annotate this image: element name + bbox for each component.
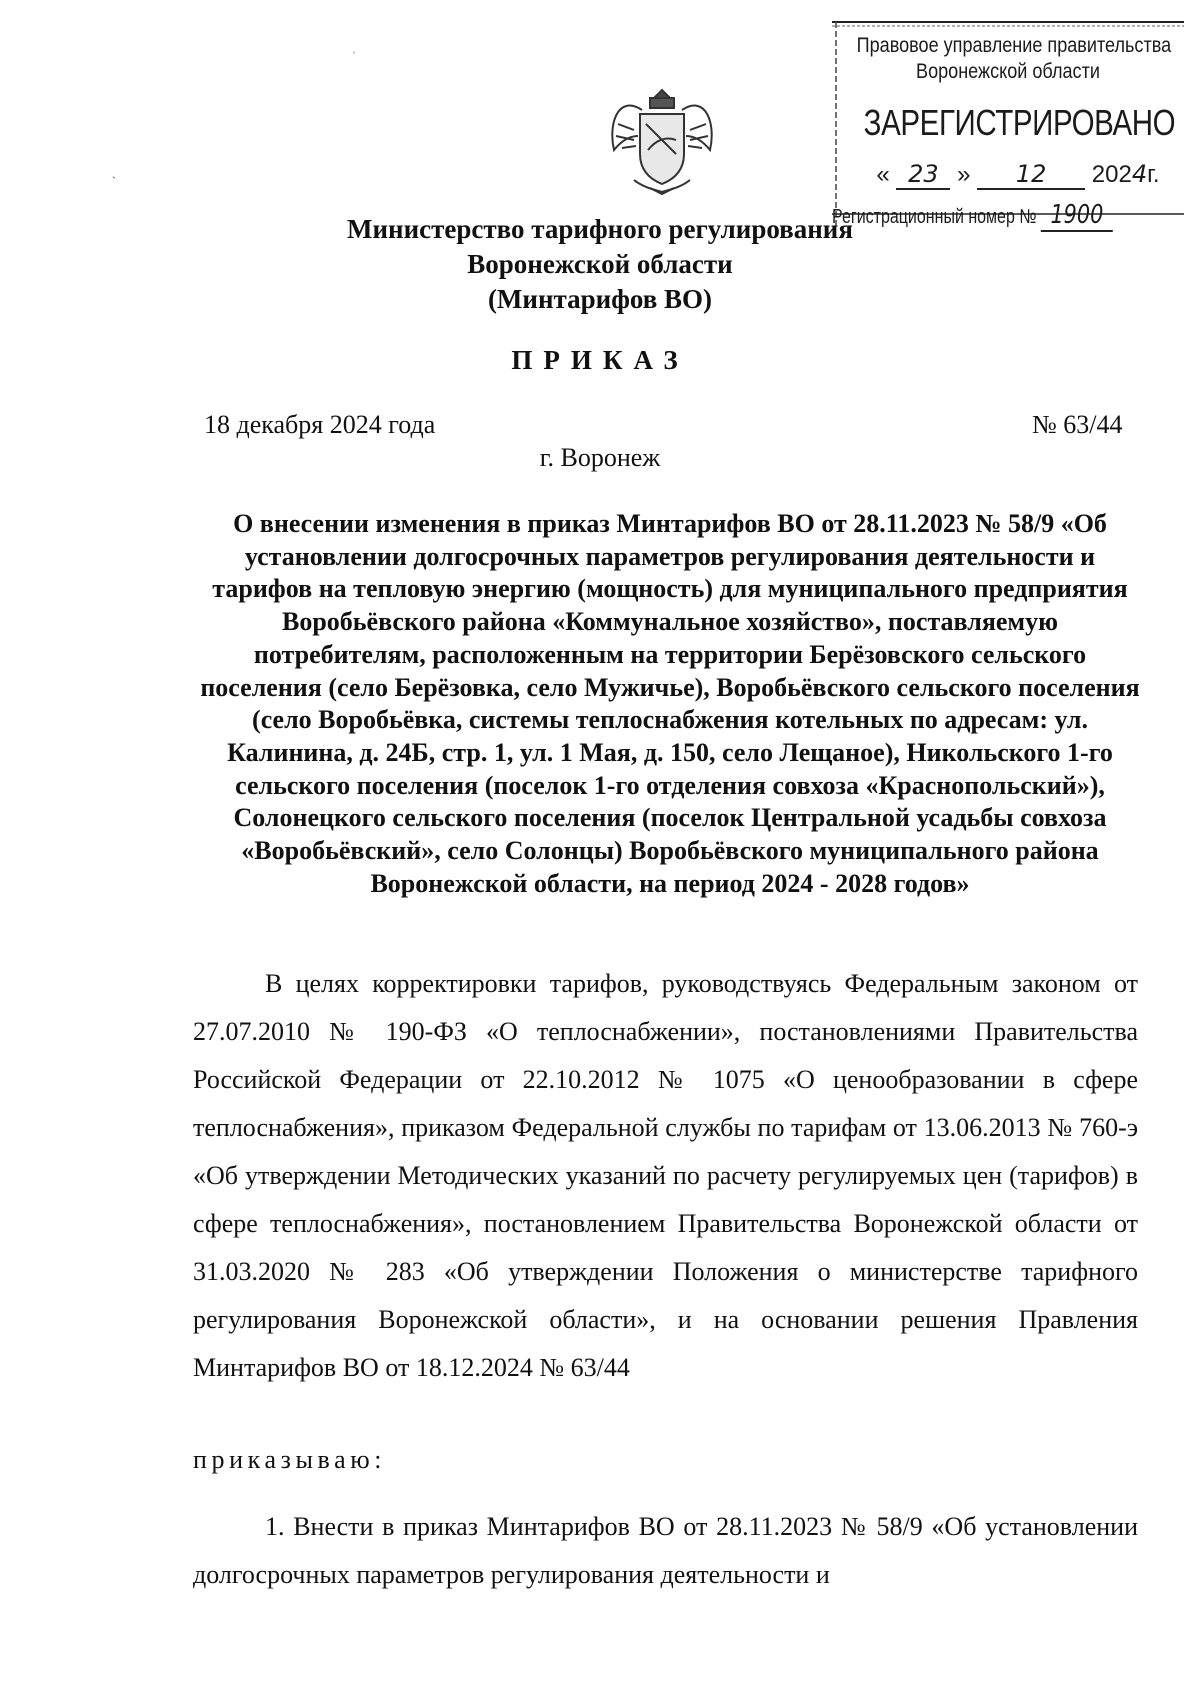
- document-number: № 63/44: [1032, 410, 1123, 439]
- stamp-date-line: « 23 » 12 2024г.: [876, 160, 1160, 188]
- document-title: О внесении изменения в приказ Минтарифов ВО от 28.11.2023 № 58/9 «Об установлении долгосрочных параметров регулирования деятельности и тарифов на тепловую энергию (мощность) для муниципального предприятия Воробьёвского района «Коммунальное хозяйство», поставляемую потребителям, расположенным на территории Берёзовского сельского поселения (село Берёзовка, село Мужичье), Воробьёвского сельского поселения (село Воробьёвка, системы теплоснабжения котельных по адресам: ул. Калинина, д. 24Б, стр. 1, ул. 1 Мая, д. 150, село Лещаное), Никольского 1-го сельского поселения (поселок 1-го отделения совхоза «Краснопольский»), Солонецкого сельского поселения (поселок Центральной усадьбы совхоза «Воробьёвский», село Солонцы) Воробьёвского муниципального района Воронежской области, на период 2024 - 2028 годов»: [200, 509, 1140, 898]
- order-word: приказываю:: [193, 1445, 387, 1474]
- coat-of-arms-emblem: [604, 84, 720, 198]
- ministry-header: [0, 212, 1200, 317]
- ministry-region: Воронежской области: [467, 249, 733, 279]
- stamp-year-prefix: 202: [1091, 161, 1132, 188]
- stamp-year-suffix: 4: [1131, 160, 1148, 188]
- stamp-org-line2: Воронежской области: [916, 60, 1100, 83]
- stamp-reg-number: 1900: [1041, 200, 1113, 232]
- document-date: 18 декабря 2024 года: [204, 410, 436, 439]
- registration-stamp: [832, 20, 1184, 228]
- scan-speck: ˌ: [352, 40, 356, 54]
- ministry-abbreviation: (Минтарифов ВО): [487, 284, 713, 314]
- stamp-month: 12: [977, 160, 1085, 190]
- ministry-name: Министерство тарифного регулирования: [347, 214, 853, 244]
- order-item-1: 1. Внести в приказ Минтарифов ВО от 28.11.2023 № 58/9 «Об установлении долгосрочных параметров регулирования деятельности и: [193, 1512, 1138, 1589]
- document-type: ПРИКАЗ: [511, 345, 689, 375]
- stamp-year-unit: г.: [1147, 161, 1160, 188]
- stamp-reg-label: Регистрационный номер №: [832, 206, 1037, 228]
- stamp-status: ЗАРЕГИСТРИРОВАНО: [863, 102, 1176, 143]
- document-city: г. Воронеж: [539, 443, 661, 472]
- scan-speck: ˏ: [112, 165, 116, 179]
- preamble-paragraph: В целях корректировки тарифов, руководствуясь Федеральным законом от 27.07.2010 № 190-ФЗ «О теплоснабжении», постановлениями Правительства Российской Федерации от 22.10.2012 № 1075 «О ценообразовании в сфере теплоснабжения», приказом Федеральной службы по тарифам от 13.06.2013 № 760-э «Об утверждении Методических указаний по расчету регулируемых цен (тарифов) в сфере теплоснабжения», постановлением Правительства Воронежской области от 31.03.2020 № 283 «Об утверждении Положения о министерстве тарифного регулирования Воронежской области», и на основании решения Правления Минтарифов ВО от 18.12.2024 № 63/44: [193, 969, 1138, 1382]
- stamp-org-line1: Правовое управление правительства: [856, 34, 1172, 57]
- stamp-day: 23: [896, 160, 950, 190]
